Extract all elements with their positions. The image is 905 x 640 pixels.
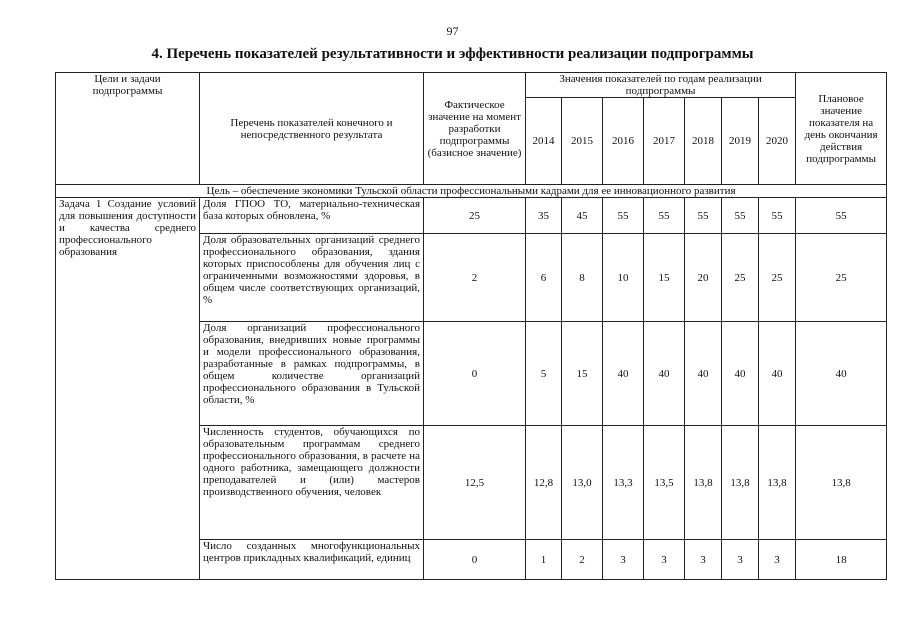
value-cell: 6: [526, 234, 562, 322]
header-years-group: Значения показателей по годам реализации подпрограммы: [526, 73, 796, 98]
baseline-cell: 2: [424, 234, 526, 322]
indicators-table: [55, 72, 887, 580]
value-cell: 55: [644, 198, 685, 234]
value-cell: 35: [526, 198, 562, 234]
value-cell: 10: [603, 234, 644, 322]
value-cell: 13,0: [562, 426, 603, 540]
value-cell: 55: [685, 198, 722, 234]
value-cell: 12,8: [526, 426, 562, 540]
value-cell: 1: [526, 540, 562, 580]
goal-row: Цель – обеспечение экономики Тульской области профессиональными кадрами для ее инновационного развития: [56, 185, 887, 198]
value-cell: 3: [759, 540, 796, 580]
value-cell: 40: [685, 322, 722, 426]
indicator-cell: Численность студентов, обучающихся по образовательным программам среднего профессионального образования, в расчете на одного работника, замещающего должности преподавателей и (или) мастеров производственного обучения, человек: [200, 426, 424, 540]
header-year: 2018: [685, 98, 722, 185]
planned-cell: 55: [796, 198, 887, 234]
header-year: 2016: [603, 98, 644, 185]
value-cell: 13,5: [644, 426, 685, 540]
value-cell: 55: [722, 198, 759, 234]
baseline-cell: 12,5: [424, 426, 526, 540]
header-planned: Плановое значение показателя на день окончания действия подпрограммы: [796, 73, 887, 185]
header-year: 2015: [562, 98, 603, 185]
indicator-cell: Доля организаций профессионального образования, внедривших новые программы и модели профессионального образования, разработанные в рамках подпрограммы, в общем количестве организаций профессионального образования в Тульской области, %: [200, 322, 424, 426]
table-row: [56, 198, 887, 234]
header-indicators: Перечень показателей конечного и непосредственного результата: [200, 73, 424, 185]
value-cell: 3: [603, 540, 644, 580]
value-cell: 3: [644, 540, 685, 580]
value-cell: 55: [603, 198, 644, 234]
header-year: 2017: [644, 98, 685, 185]
value-cell: 40: [603, 322, 644, 426]
header-year: 2014: [526, 98, 562, 185]
value-cell: 5: [526, 322, 562, 426]
indicator-cell: Доля ГПОО ТО, материально-техническая база которых обновлена, %: [200, 198, 424, 234]
header-baseline: Фактическое значение на момент разработки подпрограммы (базисное значение): [424, 73, 526, 185]
planned-cell: 13,8: [796, 426, 887, 540]
planned-cell: 25: [796, 234, 887, 322]
value-cell: 45: [562, 198, 603, 234]
value-cell: 15: [644, 234, 685, 322]
task-cell: Задача 1 Создание условий для повышения доступности и качества среднего профессионального образования: [56, 198, 200, 580]
value-cell: 3: [685, 540, 722, 580]
value-cell: 40: [644, 322, 685, 426]
value-cell: 13,8: [759, 426, 796, 540]
planned-cell: 18: [796, 540, 887, 580]
value-cell: 40: [759, 322, 796, 426]
header-goals: Цели и задачи подпрограммы: [56, 73, 200, 185]
page-number: 97: [446, 24, 459, 38]
value-cell: 55: [759, 198, 796, 234]
value-cell: 25: [722, 234, 759, 322]
baseline-cell: 25: [424, 198, 526, 234]
planned-cell: 40: [796, 322, 887, 426]
value-cell: 15: [562, 322, 603, 426]
header-year: 2019: [722, 98, 759, 185]
value-cell: 8: [562, 234, 603, 322]
value-cell: 3: [722, 540, 759, 580]
value-cell: 2: [562, 540, 603, 580]
value-cell: 13,8: [722, 426, 759, 540]
baseline-cell: 0: [424, 322, 526, 426]
value-cell: 25: [759, 234, 796, 322]
value-cell: 13,3: [603, 426, 644, 540]
baseline-cell: 0: [424, 540, 526, 580]
value-cell: 13,8: [685, 426, 722, 540]
value-cell: 40: [722, 322, 759, 426]
section-title: 4. Перечень показателей результативности и эффективности реализации подпрограммы: [151, 46, 754, 62]
value-cell: 20: [685, 234, 722, 322]
indicator-cell: Число созданных многофункциональных центров прикладных квалификаций, единиц: [200, 540, 424, 580]
header-year: 2020: [759, 98, 796, 185]
indicator-cell: Доля образовательных организаций среднего профессионального образования, здания которых приспособлены для обучения лиц с ограниченными возможностями здоровья, в общем числе соответствующих организаций, %: [200, 234, 424, 322]
